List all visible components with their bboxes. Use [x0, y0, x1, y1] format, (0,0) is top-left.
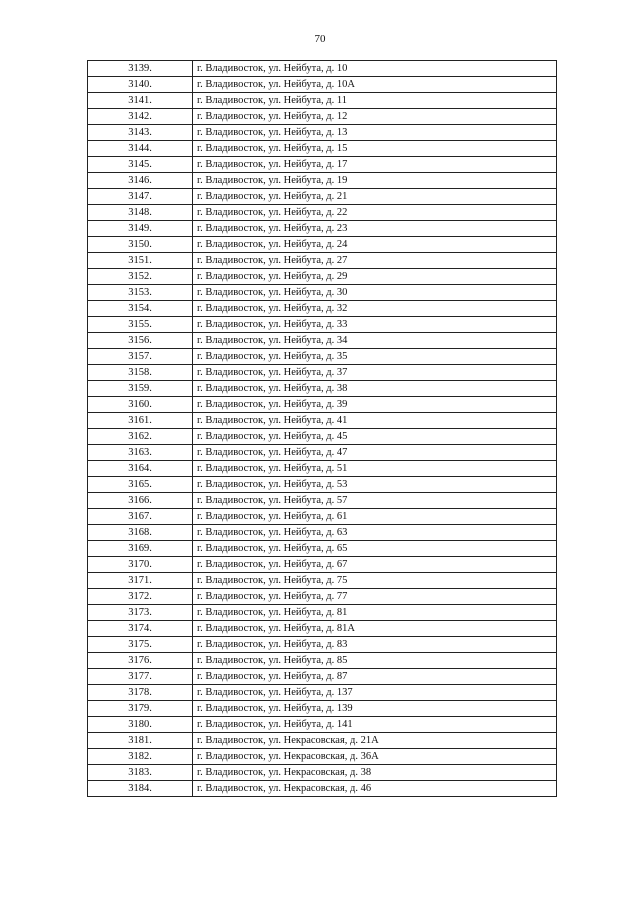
table-row: [88, 477, 557, 493]
row-number: 3154.: [88, 301, 193, 317]
row-address: г. Владивосток, ул. Нейбута, д. 65: [193, 541, 557, 557]
table-row: [88, 93, 557, 109]
row-number: 3183.: [88, 765, 193, 781]
table-row: [88, 669, 557, 685]
row-address: г. Владивосток, ул. Нейбута, д. 45: [193, 429, 557, 445]
row-address: г. Владивосток, ул. Нейбута, д. 21: [193, 189, 557, 205]
row-number: 3176.: [88, 653, 193, 669]
row-number: 3146.: [88, 173, 193, 189]
row-address: г. Владивосток, ул. Нейбута, д. 15: [193, 141, 557, 157]
table-row: [88, 509, 557, 525]
table-row: [88, 605, 557, 621]
table-row: [88, 557, 557, 573]
row-number: 3152.: [88, 269, 193, 285]
table-row: [88, 701, 557, 717]
table-row: [88, 637, 557, 653]
row-number: 3170.: [88, 557, 193, 573]
table-row: [88, 429, 557, 445]
row-address: г. Владивосток, ул. Нейбута, д. 53: [193, 477, 557, 493]
row-address: г. Владивосток, ул. Нейбута, д. 34: [193, 333, 557, 349]
row-address: г. Владивосток, ул. Нейбута, д. 12: [193, 109, 557, 125]
table-row: [88, 573, 557, 589]
row-number: 3163.: [88, 445, 193, 461]
row-number: 3178.: [88, 685, 193, 701]
table-row: [88, 685, 557, 701]
row-number: 3182.: [88, 749, 193, 765]
row-address: г. Владивосток, ул. Нейбута, д. 81А: [193, 621, 557, 637]
row-address: г. Владивосток, ул. Нейбута, д. 61: [193, 509, 557, 525]
table-row: [88, 733, 557, 749]
row-number: 3160.: [88, 397, 193, 413]
row-address: г. Владивосток, ул. Нейбута, д. 27: [193, 253, 557, 269]
row-number: 3156.: [88, 333, 193, 349]
table-row: [88, 589, 557, 605]
table-row: [88, 461, 557, 477]
table-row: [88, 253, 557, 269]
row-number: 3175.: [88, 637, 193, 653]
row-address: г. Владивосток, ул. Нейбута, д. 41: [193, 413, 557, 429]
row-address: г. Владивосток, ул. Нейбута, д. 10: [193, 61, 557, 77]
table-row: [88, 381, 557, 397]
table-row: [88, 365, 557, 381]
row-address: г. Владивосток, ул. Нейбута, д. 17: [193, 157, 557, 173]
row-address: г. Владивосток, ул. Нейбута, д. 37: [193, 365, 557, 381]
table-row: [88, 445, 557, 461]
row-number: 3142.: [88, 109, 193, 125]
table-row: [88, 269, 557, 285]
row-number: 3168.: [88, 525, 193, 541]
table-row: [88, 189, 557, 205]
row-number: 3161.: [88, 413, 193, 429]
row-address: г. Владивосток, ул. Нейбута, д. 137: [193, 685, 557, 701]
table-row: [88, 77, 557, 93]
table-row: [88, 541, 557, 557]
row-address: г. Владивосток, ул. Нейбута, д. 23: [193, 221, 557, 237]
table-row: [88, 61, 557, 77]
row-number: 3184.: [88, 781, 193, 797]
table-row: [88, 285, 557, 301]
row-address: г. Владивосток, ул. Нейбута, д. 75: [193, 573, 557, 589]
row-number: 3155.: [88, 317, 193, 333]
row-address: г. Владивосток, ул. Нейбута, д. 47: [193, 445, 557, 461]
table-row: [88, 397, 557, 413]
row-number: 3173.: [88, 605, 193, 621]
row-address: г. Владивосток, ул. Нейбута, д. 19: [193, 173, 557, 189]
row-number: 3140.: [88, 77, 193, 93]
table-row: [88, 717, 557, 733]
row-number: 3167.: [88, 509, 193, 525]
row-address: г. Владивосток, ул. Нейбута, д. 51: [193, 461, 557, 477]
row-number: 3177.: [88, 669, 193, 685]
row-number: 3159.: [88, 381, 193, 397]
row-number: 3179.: [88, 701, 193, 717]
row-address: г. Владивосток, ул. Нейбута, д. 141: [193, 717, 557, 733]
row-number: 3143.: [88, 125, 193, 141]
page-number: 70: [314, 33, 326, 45]
row-number: 3169.: [88, 541, 193, 557]
row-address: г. Владивосток, ул. Некрасовская, д. 46: [193, 781, 557, 797]
row-number: 3150.: [88, 237, 193, 253]
row-address: г. Владивосток, ул. Нейбута, д. 85: [193, 653, 557, 669]
row-address: г. Владивосток, ул. Некрасовская, д. 36А: [193, 749, 557, 765]
row-address: г. Владивосток, ул. Нейбута, д. 77: [193, 589, 557, 605]
table-row: [88, 237, 557, 253]
row-address: г. Владивосток, ул. Нейбута, д. 24: [193, 237, 557, 253]
table-row: [88, 765, 557, 781]
row-address: г. Владивосток, ул. Нейбута, д. 11: [193, 93, 557, 109]
table-row: [88, 205, 557, 221]
row-number: 3165.: [88, 477, 193, 493]
row-number: 3139.: [88, 61, 193, 77]
row-number: 3166.: [88, 493, 193, 509]
row-address: г. Владивосток, ул. Нейбута, д. 29: [193, 269, 557, 285]
address-table-body: [88, 61, 557, 797]
row-address: г. Владивосток, ул. Нейбута, д. 38: [193, 381, 557, 397]
row-address: г. Владивосток, ул. Нейбута, д. 10А: [193, 77, 557, 93]
table-row: [88, 173, 557, 189]
row-number: 3157.: [88, 349, 193, 365]
row-address: г. Владивосток, ул. Нейбута, д. 81: [193, 605, 557, 621]
table-row: [88, 621, 557, 637]
row-number: 3164.: [88, 461, 193, 477]
table-row: [88, 493, 557, 509]
table-row: [88, 349, 557, 365]
row-number: 3181.: [88, 733, 193, 749]
table-row: [88, 781, 557, 797]
address-table: [87, 60, 557, 797]
table-row: [88, 749, 557, 765]
row-address: г. Владивосток, ул. Нейбута, д. 63: [193, 525, 557, 541]
row-address: г. Владивосток, ул. Нейбута, д. 33: [193, 317, 557, 333]
row-address: г. Владивосток, ул. Нейбута, д. 139: [193, 701, 557, 717]
table-row: [88, 125, 557, 141]
table-row: [88, 157, 557, 173]
row-number: 3147.: [88, 189, 193, 205]
row-number: 3171.: [88, 573, 193, 589]
table-row: [88, 333, 557, 349]
row-number: 3149.: [88, 221, 193, 237]
row-address: г. Владивосток, ул. Нейбута, д. 35: [193, 349, 557, 365]
table-row: [88, 653, 557, 669]
table-row: [88, 413, 557, 429]
table-row: [88, 109, 557, 125]
row-address: г. Владивосток, ул. Нейбута, д. 13: [193, 125, 557, 141]
row-address: г. Владивосток, ул. Нейбута, д. 87: [193, 669, 557, 685]
table-row: [88, 525, 557, 541]
row-number: 3180.: [88, 717, 193, 733]
row-address: г. Владивосток, ул. Некрасовская, д. 38: [193, 765, 557, 781]
row-number: 3148.: [88, 205, 193, 221]
table-row: [88, 141, 557, 157]
row-address: г. Владивосток, ул. Нейбута, д. 32: [193, 301, 557, 317]
row-number: 3172.: [88, 589, 193, 605]
row-number: 3158.: [88, 365, 193, 381]
row-number: 3141.: [88, 93, 193, 109]
row-address: г. Владивосток, ул. Нейбута, д. 39: [193, 397, 557, 413]
table-row: [88, 221, 557, 237]
row-address: г. Владивосток, ул. Нейбута, д. 83: [193, 637, 557, 653]
table-row: [88, 301, 557, 317]
row-address: г. Владивосток, ул. Нейбута, д. 30: [193, 285, 557, 301]
row-address: г. Владивосток, ул. Нейбута, д. 22: [193, 205, 557, 221]
row-number: 3151.: [88, 253, 193, 269]
row-address: г. Владивосток, ул. Некрасовская, д. 21А: [193, 733, 557, 749]
row-address: г. Владивосток, ул. Нейбута, д. 67: [193, 557, 557, 573]
table-row: [88, 317, 557, 333]
row-number: 3162.: [88, 429, 193, 445]
row-number: 3145.: [88, 157, 193, 173]
row-address: г. Владивосток, ул. Нейбута, д. 57: [193, 493, 557, 509]
row-number: 3153.: [88, 285, 193, 301]
row-number: 3144.: [88, 141, 193, 157]
row-number: 3174.: [88, 621, 193, 637]
